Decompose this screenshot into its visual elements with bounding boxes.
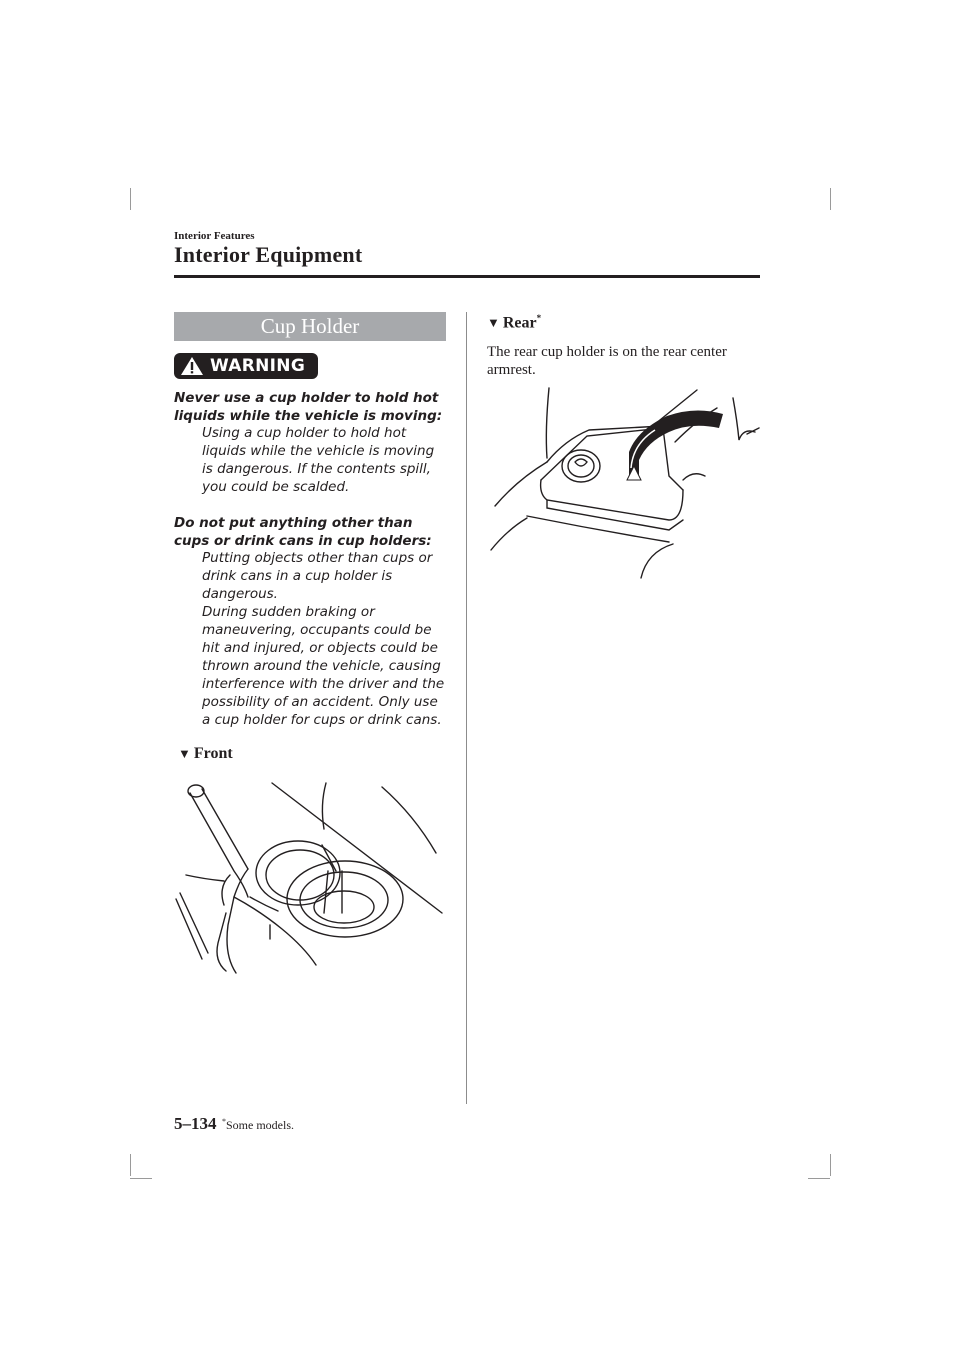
crop-mark	[130, 188, 131, 210]
warning-badge	[174, 353, 318, 379]
rear-cup-holder-illustration	[487, 380, 762, 585]
warning-triangle-icon	[180, 356, 204, 376]
crop-mark	[830, 1154, 831, 1176]
triangle-bullet-icon: ▼	[487, 315, 500, 331]
page-title: Interior Equipment	[174, 242, 363, 267]
front-heading: ▼ Front	[178, 745, 233, 762]
warning-1-heading: Never use a cup holder to hold hot liquids while the vehicle is moving:	[174, 390, 443, 424]
warning-2-body-continued: During sudden braking or maneuvering, occupants could be hit and injured, or objects could be thrown around the vehicle, causing interference with the driver and the possibility of an accident. Only use a cup holder for cups or drink cans.	[202, 604, 445, 728]
warning-1-body: Using a cup holder to hold hot liquids while the vehicle is moving is dangerous. If the contents spill, you could be scalded.	[202, 425, 435, 495]
front-cup-holder-illustration	[174, 775, 446, 980]
triangle-bullet-icon: ▼	[178, 746, 191, 761]
crop-mark	[130, 1154, 131, 1176]
column-divider	[466, 312, 467, 1104]
warning-2-heading: Do not put anything other than cups or drink cans in cup holders:	[174, 515, 432, 549]
footnote: *Some models.	[222, 1117, 294, 1132]
rear-asterisk: *	[536, 313, 542, 323]
rear-description: The rear cup holder is on the rear center armrest.	[487, 344, 727, 378]
cup-holder-heading: Cup Holder	[174, 312, 446, 341]
title-rule	[174, 275, 760, 278]
warning-2-body: Putting objects other than cups or drink cans in a cup holder is dangerous.	[202, 550, 433, 602]
page-number: 5–134	[174, 1114, 217, 1133]
crop-mark	[808, 1178, 830, 1179]
section-label: Interior Features	[174, 230, 255, 242]
rear-heading: ▼ Rear*	[487, 313, 542, 332]
crop-mark	[830, 188, 831, 210]
footnote-asterisk: *	[222, 1117, 226, 1126]
warning-label: WARNING	[210, 356, 306, 376]
crop-mark	[130, 1178, 152, 1179]
